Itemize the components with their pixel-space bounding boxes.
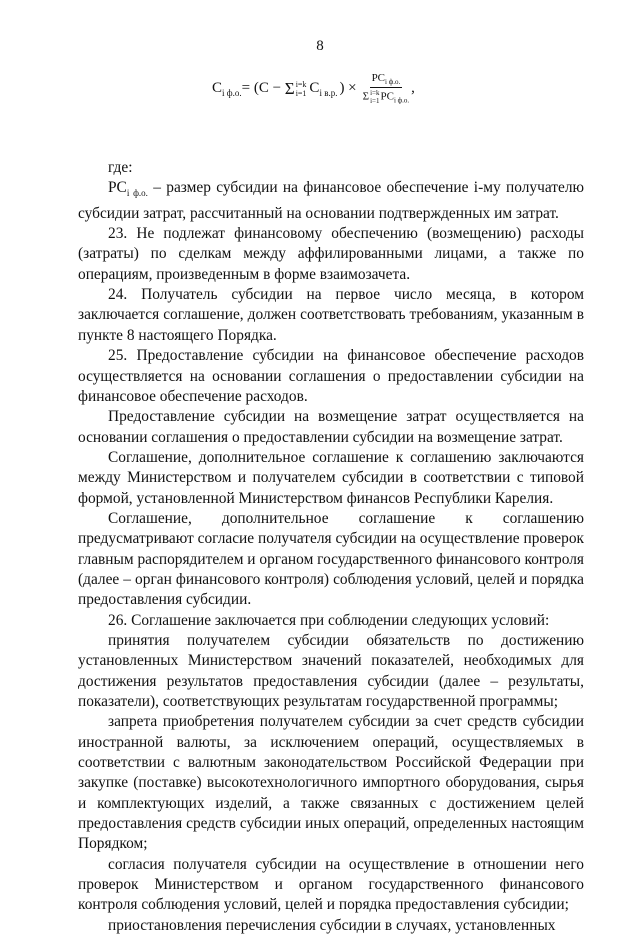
paragraph-23: 23. Не подлежат финансовому обеспечению (возмещению) расходы (затраты) по сделкам между аффилированными лицами, а также по операциям, произведенным в форме взаимозачета. bbox=[78, 225, 584, 283]
summation-term: $C_{i в.р.}$ bbox=[309, 79, 338, 98]
fraction-numerator: $PC_{i ф.о.}$ bbox=[371, 72, 401, 87]
paragraph-condition-obligations: принятия получателем субсидии обязательств по достижению установленных Министерством значений показателей, необходимых для достижения результатов предоставления субсидии (далее – результаты, показатели), соответствующих результатам государственной программы; bbox=[78, 631, 584, 711]
summation-symbol: Σ bbox=[284, 78, 295, 98]
paragraph-pc-definition: $PC_{i ф.о.}$ – размер субсидии на финансовое обеспечение i-му получателю субсидии затрат, рассчитанный на основании подтвержденных им затрат. bbox=[78, 179, 584, 222]
formula-equals-open: = (C − bbox=[241, 80, 285, 97]
summation-lower: i=1 bbox=[295, 88, 307, 98]
subsidy-formula bbox=[212, 72, 415, 105]
paragraph-agreement-conclusion: Соглашение, дополнительное соглашение к соглашению заключаются между Министерством и получателем субсидии в соответствии с типовой формой, установленной Министерством финансов Республики Карелия. bbox=[78, 448, 584, 507]
summation-upper: i=k bbox=[295, 79, 307, 89]
formula-lhs: $C_{i ф.о.}$ bbox=[212, 79, 242, 98]
paragraph-agreement-consent: Соглашение, дополнительное соглашение к соглашению предусматривают согласие получателя субсидии на осуществление проверок главным распорядителем и органом государственного финансового контроля (далее – орган финансового контроля) соблюдения условий, целей и порядка предоставления субсидии. bbox=[78, 509, 584, 609]
paragraph-condition-suspension: приостановления перечисления субсидии в случаях, установленных bbox=[108, 916, 556, 934]
paragraph-reimbursement: Предоставление субсидии на возмещение затрат осуществляется на основании соглашения о предоставлении субсидии на возмещение затрат. bbox=[78, 408, 584, 446]
document-body bbox=[78, 158, 584, 936]
paragraph-condition-currency-ban: запрета приобретения получателем субсидии за счет средств субсидии иностранной валюты, за исключением операций, осуществляемых в соответствии с валютным законодательством Российской Федерации при закупке (поставке) высокотехнологичного импортного оборудования, сырья и комплектующих изделий, а также связанных с достижением целей предоставления средств субсидии иных операций, определенных настоящим Порядком; bbox=[78, 713, 584, 853]
paragraph-where: где: bbox=[108, 159, 133, 176]
summation-limits bbox=[296, 80, 307, 98]
paragraph-26: 26. Соглашение заключается при соблюдении следующих условий: bbox=[108, 611, 550, 629]
paragraph-condition-inspection-consent: согласия получателя субсидии на осуществление в отношении него проверок Министерством и органом государственного финансового контроля соблюдения условий, целей и порядка предоставления субсидии; bbox=[78, 855, 584, 914]
paragraph-24: 24. Получатель субсидии на первое число месяца, в котором заключается соглашение, должен соответствовать требованиям, указанным в пункте 8 настоящего Порядка. bbox=[78, 286, 584, 344]
summation bbox=[285, 79, 310, 99]
page-number: 8 bbox=[316, 38, 324, 54]
paragraph-25: 25. Предоставление субсидии на финансовое обеспечение расходов осуществляется на основании соглашения о предоставлении субсидии на финансовое обеспечение расходов. bbox=[78, 347, 584, 405]
formula-times: ) × bbox=[339, 80, 357, 97]
formula-trailing-comma: , bbox=[411, 80, 415, 97]
formula-fraction bbox=[361, 72, 412, 105]
fraction-denominator: Σ i=k i=1 $PC_{i ф.о.}$ bbox=[362, 89, 410, 106]
